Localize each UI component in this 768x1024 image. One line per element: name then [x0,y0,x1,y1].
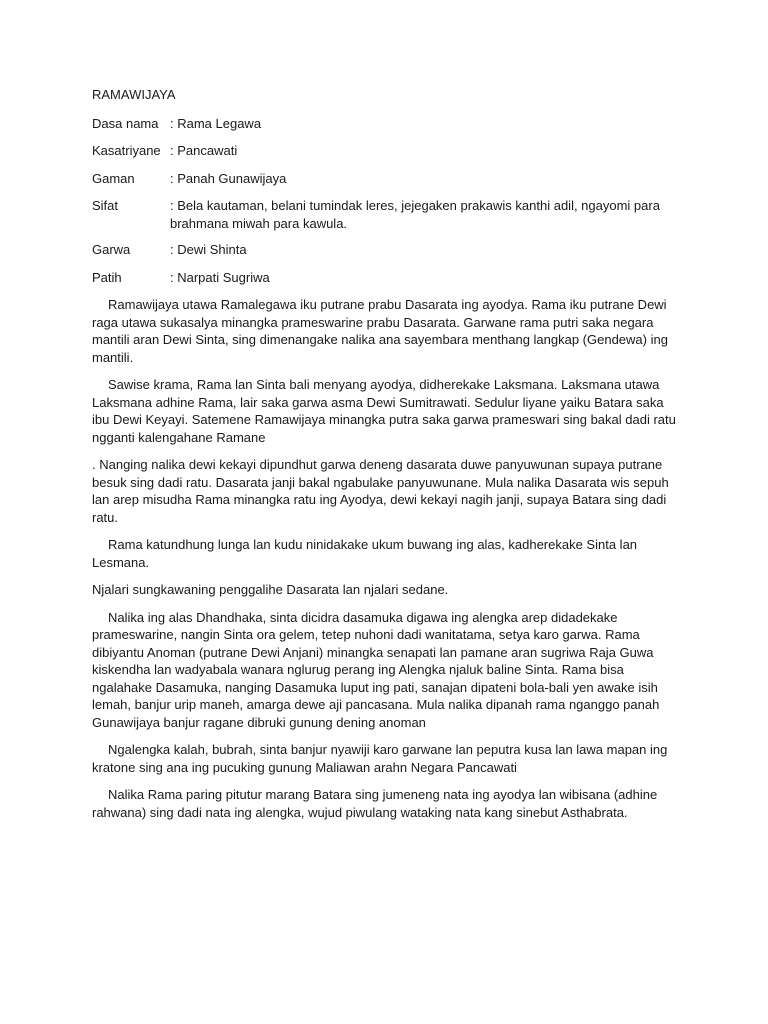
field-value: : Bela kautaman, belani tumindak leres, jejegaken prakawis kanthi adil, ngayomi para brahmana miwah para kawula. [170,198,660,231]
field-label: Gaman [92,170,135,186]
document-body [92,86,682,831]
paragraph: Njalari sungkawaning penggalihe Dasarata lan njalari sedane. [92,582,449,597]
paragraph: Sawise krama, Rama lan Sinta bali menyang ayodya, didherekake Laksmana. Laksmana utawa Laksmana adhine Rama, lair saka garwa asma Dewi Sumitrawati. Sedulur liyane yaiku Batara saka ibu Dewi Keyayi. Satemene Ramawijaya minangka putra saka garwa prameswari sing bakal dadi ratu ngganti kalengahane Ramane [92,377,676,445]
paragraph: . Nanging nalika dewi kekayi dipundhut garwa deneng dasarata duwe panyuwunan supaya putrane besuk sing dadi ratu. Dasarata janji bakal ngabulake panyuwunane. Mula nalika Dasarata wis sepuh lan arep misudha Rama minangka ratu ing Ayodya, dewi kekayi nagih janji, supaya Batara sing dadi ratu. [92,457,669,525]
field-sifat [92,197,682,232]
field-gaman [92,170,682,188]
field-patih [92,269,682,287]
paragraph: Nalika Rama paring pitutur marang Batara sing jumeneng nata ing ayodya lan wibisana (adhine rahwana) sing dadi nata ing alengka, wujud piwulang wataking nata kang sinebut Asthabrata. [92,787,658,820]
paragraph: Rama katundhung lunga lan kudu ninidakake ukum buwang ing alas, kadherekake Sinta lan Lesmana. [92,537,638,570]
paragraph: Ngalengka kalah, bubrah, sinta banjur nyawiji karo garwane lan peputra kusa lan lawa mapan ing kratone sing ana ing pucuking gunung Maliawan arahn Negara Pancawati [92,742,668,775]
field-label: Sifat [92,198,119,213]
field-label: Patih [92,269,122,285]
field-garwa [92,241,682,259]
field-value: : Dewi Shinta [170,242,247,257]
field-value: : Narpati Sugriwa [170,269,270,285]
field-value: : Panah Gunawijaya [170,170,287,186]
field-kasatriyane [92,142,682,160]
paragraph: Ramawijaya utawa Ramalegawa iku putrane prabu Dasarata ing ayodya. Rama iku putrane Dewi raga utawa sukasalya minangka prameswarine prabu Dasarata. Garwane rama putri saka negara mantili aran Dewi Sinta, sing dimenangake nalika ana sayembara menthang langkap (Gendewa) ing mantili. [92,297,668,365]
field-value: : Pancawati [170,143,238,158]
field-label: Garwa [92,242,131,257]
paragraph: Nalika ing alas Dhandhaka, sinta dicidra dasamuka digawa ing alengka arep didadekake prameswarine, nangin Sinta ora gelem, tetep nuhoni dadi wanitatama, setya karo garwa. Rama dibiyantu Anoman (putrane Dewi Anjani) minangka senapati lan pamane aran sugriwa Raja Guwa kiskendha lan wadyabala wanara nglurug perang ing Alengka njaluk baline Sinta. Rama bisa ngalahake Dasamuka, nanging Dasamuka luput ing pati, sanajan dipateni bola-bali yen awake isih lemah, banjur urip maneh, amarga dewe aji pancasana. Mula nalika dipanah rama nganggo panah Gunawijaya banjur ragane dibruki gunung dening anoman [92,609,660,730]
field-dasa-nama [92,115,682,133]
field-value: : Rama Legawa [170,115,262,131]
field-label: Dasa nama [92,115,159,131]
document-title: RAMAWIJAYA [92,87,176,102]
field-label: Kasatriyane [92,143,161,158]
